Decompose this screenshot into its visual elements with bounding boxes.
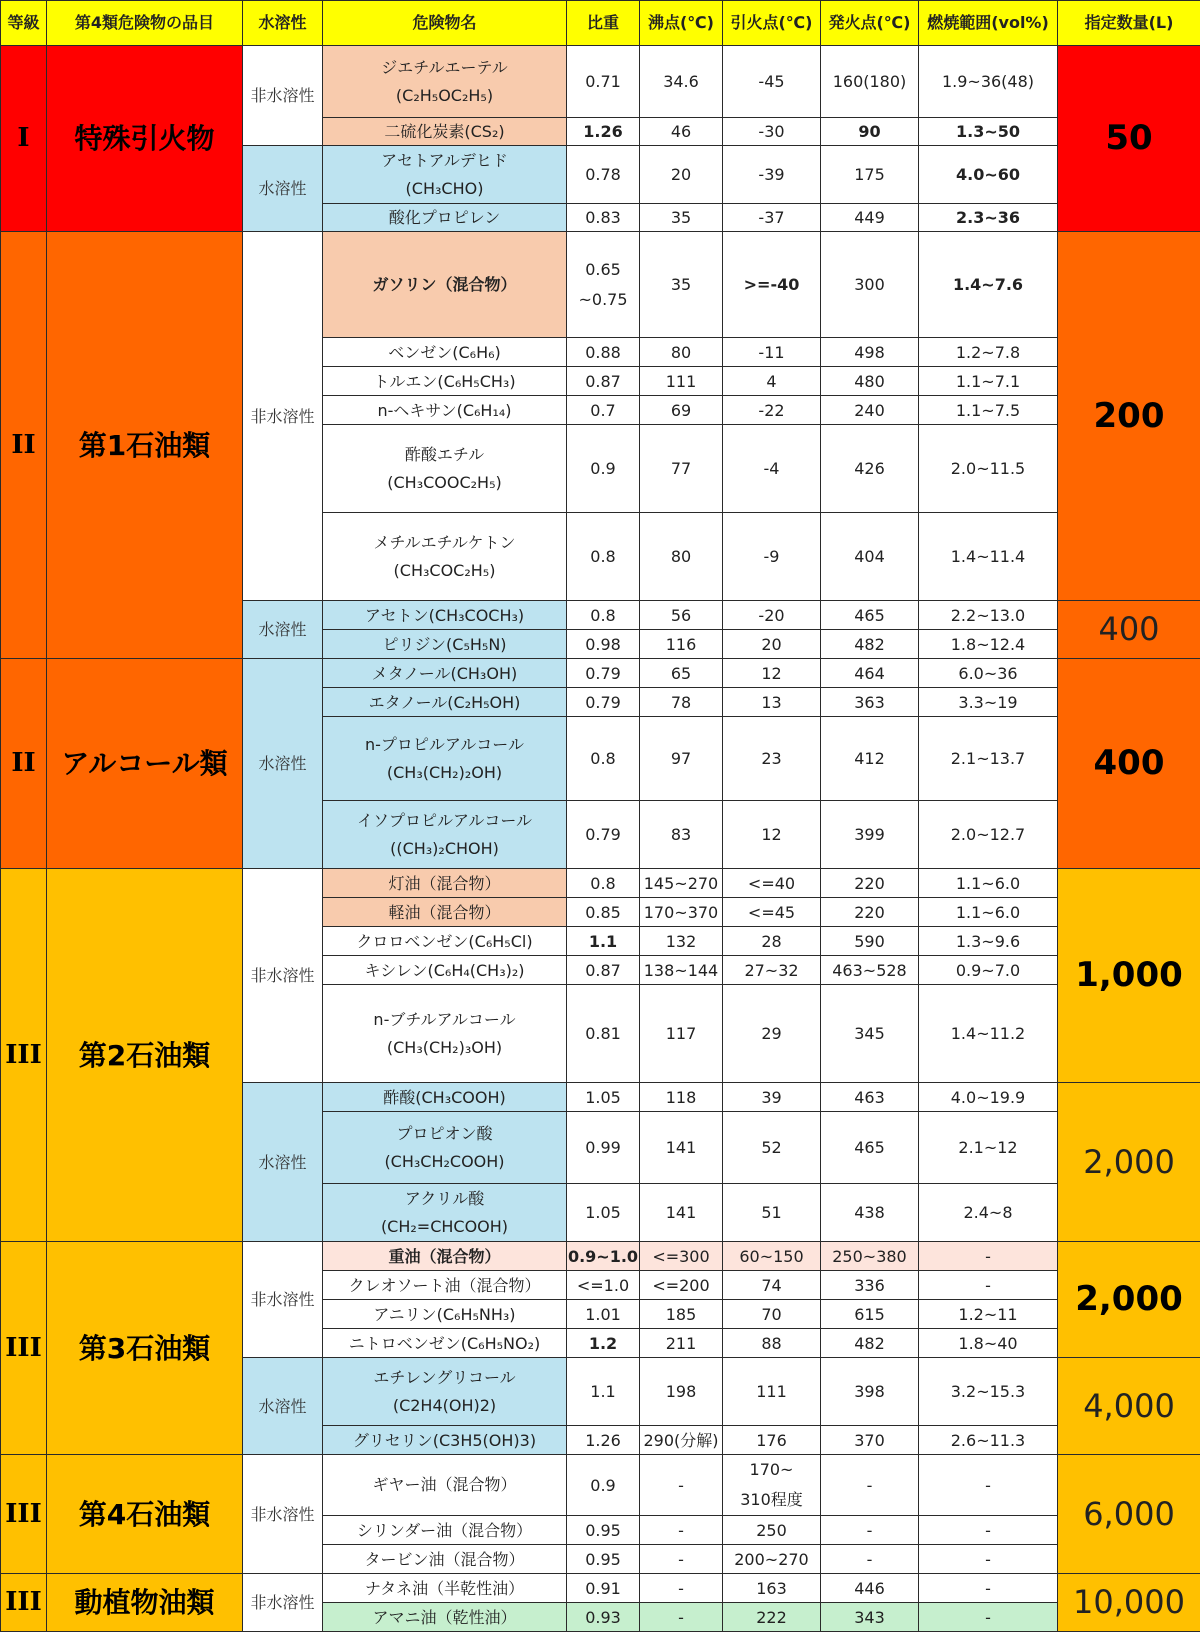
flash-point-value: 163	[723, 1574, 821, 1603]
item-category-cell: 特殊引火物	[47, 46, 243, 232]
header-boiling-point: 沸点(℃)	[640, 1, 723, 46]
substance-name: プロピオン酸 (CH₃CH₂COOH)	[323, 1112, 567, 1184]
designated-quantity: 2,000	[1058, 1242, 1200, 1358]
specific-gravity-value: 0.93	[567, 1603, 640, 1632]
flammable-range-value: 1.2~7.8	[919, 338, 1058, 367]
substance-name: ナタネ油（半乾性油）	[323, 1574, 567, 1603]
header-flash-point: 引火点(℃)	[723, 1, 821, 46]
designated-quantity: 2,000	[1058, 1083, 1200, 1242]
boiling-point-value: 185	[640, 1300, 723, 1329]
flammable-range-value: 1.1~7.5	[919, 396, 1058, 425]
boiling-point-value: 211	[640, 1329, 723, 1358]
substance-name: メタノール(CH₃OH)	[323, 659, 567, 688]
substance-name: タービン油（混合物）	[323, 1545, 567, 1574]
solubility-cell: 水溶性	[243, 1083, 323, 1242]
item-category-cell: 第3石油類	[47, 1242, 243, 1455]
ignition-point-value: 438	[821, 1184, 919, 1242]
ignition-point-value: 343	[821, 1603, 919, 1632]
boiling-point-value: 65	[640, 659, 723, 688]
boiling-point-value: 77	[640, 425, 723, 513]
flash-point-value: <=40	[723, 869, 821, 898]
ignition-point-value: -	[821, 1455, 919, 1516]
specific-gravity-value: 1.1	[567, 927, 640, 956]
specific-gravity-value: 0.98	[567, 630, 640, 659]
flammable-range-value: -	[919, 1242, 1058, 1271]
item-category-cell: アルコール類	[47, 659, 243, 869]
designated-quantity: 400	[1058, 659, 1200, 869]
flash-point-value: 200~270	[723, 1545, 821, 1574]
flash-point-value: 111	[723, 1358, 821, 1426]
flash-point-value: 29	[723, 985, 821, 1083]
flammable-range-value: 0.9~7.0	[919, 956, 1058, 985]
substance-name: エタノール(C₂H₅OH)	[323, 688, 567, 717]
flash-point-value: -30	[723, 118, 821, 146]
boiling-point-value: 97	[640, 717, 723, 801]
flash-point-value: -11	[723, 338, 821, 367]
header-flammable-range: 燃焼範囲(vol%)	[919, 1, 1058, 46]
grade-cell: I	[1, 46, 47, 232]
flammable-range-value: 2.1~13.7	[919, 717, 1058, 801]
flash-point-value: -45	[723, 46, 821, 118]
substance-name: シリンダー油（混合物）	[323, 1516, 567, 1545]
boiling-point-value: 83	[640, 801, 723, 869]
grade-cell: III	[1, 1455, 47, 1574]
specific-gravity-value: 0.85	[567, 898, 640, 927]
ignition-point-value: 175	[821, 146, 919, 204]
boiling-point-value: 46	[640, 118, 723, 146]
substance-name: n-ヘキサン(C₆H₁₄)	[323, 396, 567, 425]
flammable-range-value: 2.1~12	[919, 1112, 1058, 1184]
flammable-range-value: 2.2~13.0	[919, 601, 1058, 630]
solubility-cell: 非水溶性	[243, 1574, 323, 1632]
substance-name: ジエチルエーテル (C₂H₅OC₂H₅)	[323, 46, 567, 118]
specific-gravity-value: 0.78	[567, 146, 640, 204]
boiling-point-value: 35	[640, 232, 723, 338]
item-category-cell: 第4石油類	[47, 1455, 243, 1574]
substance-name: メチルエチルケトン (CH₃COC₂H₅)	[323, 513, 567, 601]
flash-point-value: 222	[723, 1603, 821, 1632]
flammable-range-value: 4.0~19.9	[919, 1083, 1058, 1112]
flash-point-value: 20	[723, 630, 821, 659]
specific-gravity-value: 0.99	[567, 1112, 640, 1184]
boiling-point-value: 117	[640, 985, 723, 1083]
ignition-point-value: 345	[821, 985, 919, 1083]
substance-name: クロロベンゼン(C₆H₅Cl)	[323, 927, 567, 956]
table-row	[1, 659, 1200, 688]
flash-point-value: <=45	[723, 898, 821, 927]
flash-point-value: 13	[723, 688, 821, 717]
specific-gravity-value: 1.05	[567, 1083, 640, 1112]
boiling-point-value: -	[640, 1516, 723, 1545]
ignition-point-value: 463~528	[821, 956, 919, 985]
flammable-range-value: -	[919, 1455, 1058, 1516]
ignition-point-value: 426	[821, 425, 919, 513]
flash-point-value: 4	[723, 367, 821, 396]
ignition-point-value: 363	[821, 688, 919, 717]
specific-gravity-value: 1.01	[567, 1300, 640, 1329]
item-category-cell: 第2石油類	[47, 869, 243, 1242]
flammable-range-value: 1.1~6.0	[919, 898, 1058, 927]
boiling-point-value: 145~270	[640, 869, 723, 898]
flammable-range-value: -	[919, 1516, 1058, 1545]
specific-gravity-value: 0.8	[567, 869, 640, 898]
specific-gravity-value: 1.26	[567, 118, 640, 146]
substance-name: n-プロピルアルコール (CH₃(CH₂)₂OH)	[323, 717, 567, 801]
ignition-point-value: 240	[821, 396, 919, 425]
boiling-point-value: -	[640, 1545, 723, 1574]
header-solubility: 水溶性	[243, 1, 323, 46]
solubility-cell: 水溶性	[243, 146, 323, 232]
designated-quantity: 6,000	[1058, 1455, 1200, 1574]
ignition-point-value: 463	[821, 1083, 919, 1112]
flash-point-value: 176	[723, 1426, 821, 1455]
table-row	[1, 1242, 1200, 1271]
ignition-point-value: -	[821, 1545, 919, 1574]
flash-point-value: 27~32	[723, 956, 821, 985]
header-specific-gravity: 比重	[567, 1, 640, 46]
ignition-point-value: 482	[821, 1329, 919, 1358]
specific-gravity-value: 0.87	[567, 956, 640, 985]
flash-point-value: 28	[723, 927, 821, 956]
table-row	[1, 46, 1200, 118]
flash-point-value: -9	[723, 513, 821, 601]
substance-name: イソプロピルアルコール ((CH₃)₂CHOH)	[323, 801, 567, 869]
substance-name: ベンゼン(C₆H₆)	[323, 338, 567, 367]
substance-name: 酢酸エチル (CH₃COOC₂H₅)	[323, 425, 567, 513]
flash-point-value: 39	[723, 1083, 821, 1112]
substance-name: グリセリン(C3H5(OH)3)	[323, 1426, 567, 1455]
specific-gravity-value: <=1.0	[567, 1271, 640, 1300]
substance-name: アマニ油（乾性油）	[323, 1603, 567, 1632]
ignition-point-value: 220	[821, 898, 919, 927]
specific-gravity-value: 0.79	[567, 688, 640, 717]
grade-cell: II	[1, 659, 47, 869]
solubility-cell: 水溶性	[243, 659, 323, 869]
specific-gravity-value: 0.7	[567, 396, 640, 425]
boiling-point-value: 35	[640, 204, 723, 232]
solubility-cell: 水溶性	[243, 601, 323, 659]
flash-point-value: -37	[723, 204, 821, 232]
specific-gravity-value: 0.83	[567, 204, 640, 232]
table-row	[1, 869, 1200, 898]
designated-quantity: 1,000	[1058, 869, 1200, 1083]
flash-point-value: -4	[723, 425, 821, 513]
ignition-point-value: 398	[821, 1358, 919, 1426]
designated-quantity: 50	[1058, 46, 1200, 232]
flash-point-value: >=-40	[723, 232, 821, 338]
substance-name: エチレングリコール (C2H4(OH)2)	[323, 1358, 567, 1426]
flammable-range-value: 4.0~60	[919, 146, 1058, 204]
boiling-point-value: 78	[640, 688, 723, 717]
substance-name: ガソリン（混合物）	[323, 232, 567, 338]
ignition-point-value: 465	[821, 601, 919, 630]
substance-name: ニトロベンゼン(C₆H₅NO₂)	[323, 1329, 567, 1358]
ignition-point-value: 160(180)	[821, 46, 919, 118]
flammable-range-value: 1.8~40	[919, 1329, 1058, 1358]
flash-point-value: 52	[723, 1112, 821, 1184]
substance-name: ギヤー油（混合物）	[323, 1455, 567, 1516]
boiling-point-value: -	[640, 1455, 723, 1516]
specific-gravity-value: 0.81	[567, 985, 640, 1083]
flammable-range-value: 1.3~50	[919, 118, 1058, 146]
flash-point-value: 12	[723, 801, 821, 869]
flash-point-value: 70	[723, 1300, 821, 1329]
flammable-range-value: 2.3~36	[919, 204, 1058, 232]
ignition-point-value: 220	[821, 869, 919, 898]
specific-gravity-value: 0.88	[567, 338, 640, 367]
flash-point-value: 60~150	[723, 1242, 821, 1271]
flammable-range-value: 1.4~11.4	[919, 513, 1058, 601]
boiling-point-value: 80	[640, 513, 723, 601]
table-row	[1, 1574, 1200, 1603]
boiling-point-value: 56	[640, 601, 723, 630]
ignition-point-value: -	[821, 1516, 919, 1545]
boiling-point-value: 111	[640, 367, 723, 396]
solubility-cell: 非水溶性	[243, 869, 323, 1083]
designated-quantity: 200	[1058, 232, 1200, 601]
boiling-point-value: 132	[640, 927, 723, 956]
flammable-range-value: 2.0~12.7	[919, 801, 1058, 869]
flash-point-value: 88	[723, 1329, 821, 1358]
ignition-point-value: 250~380	[821, 1242, 919, 1271]
boiling-point-value: 141	[640, 1184, 723, 1242]
specific-gravity-value: 0.79	[567, 659, 640, 688]
grade-cell: II	[1, 232, 47, 659]
header-ignition-point: 発火点(℃)	[821, 1, 919, 46]
specific-gravity-value: 0.71	[567, 46, 640, 118]
flash-point-value: 12	[723, 659, 821, 688]
header-item: 第4類危険物の品目	[47, 1, 243, 46]
substance-name: アセトアルデヒド (CH₃CHO)	[323, 146, 567, 204]
ignition-point-value: 370	[821, 1426, 919, 1455]
flash-point-value: -22	[723, 396, 821, 425]
table-row	[1, 232, 1200, 338]
substance-name: クレオソート油（混合物）	[323, 1271, 567, 1300]
boiling-point-value: 290(分解)	[640, 1426, 723, 1455]
boiling-point-value: 141	[640, 1112, 723, 1184]
item-category-cell: 第1石油類	[47, 232, 243, 659]
substance-name: 酸化プロピレン	[323, 204, 567, 232]
solubility-cell: 非水溶性	[243, 46, 323, 146]
header-designated-quantity: 指定数量(L)	[1058, 1, 1200, 46]
boiling-point-value: 34.6	[640, 46, 723, 118]
ignition-point-value: 300	[821, 232, 919, 338]
substance-name: 灯油（混合物）	[323, 869, 567, 898]
specific-gravity-value: 0.9~1.0	[567, 1242, 640, 1271]
ignition-point-value: 90	[821, 118, 919, 146]
specific-gravity-value: 0.9	[567, 425, 640, 513]
boiling-point-value: -	[640, 1603, 723, 1632]
designated-quantity: 10,000	[1058, 1574, 1200, 1632]
solubility-cell: 非水溶性	[243, 1242, 323, 1358]
specific-gravity-value: 0.8	[567, 513, 640, 601]
substance-name: 軽油（混合物）	[323, 898, 567, 927]
specific-gravity-value: 0.9	[567, 1455, 640, 1516]
boiling-point-value: 118	[640, 1083, 723, 1112]
specific-gravity-value: 1.05	[567, 1184, 640, 1242]
flammable-range-value: 2.4~8	[919, 1184, 1058, 1242]
flash-point-value: 23	[723, 717, 821, 801]
specific-gravity-value: 0.8	[567, 717, 640, 801]
flammable-range-value: 1.4~11.2	[919, 985, 1058, 1083]
solubility-cell: 水溶性	[243, 1358, 323, 1455]
flammable-range-value: 1.1~7.1	[919, 367, 1058, 396]
specific-gravity-value: 0.91	[567, 1574, 640, 1603]
substance-name: 酢酸(CH₃COOH)	[323, 1083, 567, 1112]
flammable-range-value: 1.4~7.6	[919, 232, 1058, 338]
boiling-point-value: 198	[640, 1358, 723, 1426]
specific-gravity-value: 0.87	[567, 367, 640, 396]
designated-quantity: 400	[1058, 601, 1200, 659]
substance-name: アセトン(CH₃COCH₃)	[323, 601, 567, 630]
ignition-point-value: 615	[821, 1300, 919, 1329]
substance-name: n-ブチルアルコール (CH₃(CH₂)₃OH)	[323, 985, 567, 1083]
header-row	[1, 1, 1200, 46]
grade-cell: III	[1, 869, 47, 1242]
flammable-range-value: 1.1~6.0	[919, 869, 1058, 898]
substance-name: ピリジン(C₅H₅N)	[323, 630, 567, 659]
ignition-point-value: 498	[821, 338, 919, 367]
specific-gravity-value: 0.65 ~0.75	[567, 232, 640, 338]
specific-gravity-value: 0.79	[567, 801, 640, 869]
grade-cell: III	[1, 1242, 47, 1455]
ignition-point-value: 336	[821, 1271, 919, 1300]
ignition-point-value: 446	[821, 1574, 919, 1603]
header-grade: 等級	[1, 1, 47, 46]
flammable-range-value: 1.9~36(48)	[919, 46, 1058, 118]
specific-gravity-value: 0.95	[567, 1545, 640, 1574]
substance-name: 重油（混合物）	[323, 1242, 567, 1271]
ignition-point-value: 590	[821, 927, 919, 956]
table-row	[1, 1455, 1200, 1516]
specific-gravity-value: 1.1	[567, 1358, 640, 1426]
flammable-range-value: 1.8~12.4	[919, 630, 1058, 659]
flammable-range-value: -	[919, 1545, 1058, 1574]
flash-point-value: -20	[723, 601, 821, 630]
ignition-point-value: 449	[821, 204, 919, 232]
header-name: 危険物名	[323, 1, 567, 46]
ignition-point-value: 482	[821, 630, 919, 659]
boiling-point-value: <=300	[640, 1242, 723, 1271]
specific-gravity-value: 0.95	[567, 1516, 640, 1545]
flammable-range-value: 3.2~15.3	[919, 1358, 1058, 1426]
substance-name: 二硫化炭素(CS₂)	[323, 118, 567, 146]
substance-name: アニリン(C₆H₅NH₃)	[323, 1300, 567, 1329]
specific-gravity-value: 1.2	[567, 1329, 640, 1358]
boiling-point-value: <=200	[640, 1271, 723, 1300]
ignition-point-value: 399	[821, 801, 919, 869]
flammable-range-value: 2.0~11.5	[919, 425, 1058, 513]
flammable-range-value: 1.3~9.6	[919, 927, 1058, 956]
designated-quantity: 4,000	[1058, 1358, 1200, 1455]
ignition-point-value: 464	[821, 659, 919, 688]
boiling-point-value: 138~144	[640, 956, 723, 985]
flammable-range-value: -	[919, 1603, 1058, 1632]
flammable-range-value: 2.6~11.3	[919, 1426, 1058, 1455]
specific-gravity-value: 1.26	[567, 1426, 640, 1455]
flash-point-value: 74	[723, 1271, 821, 1300]
boiling-point-value: 116	[640, 630, 723, 659]
boiling-point-value: 170~370	[640, 898, 723, 927]
grade-cell: III	[1, 1574, 47, 1632]
flash-point-value: 51	[723, 1184, 821, 1242]
substance-name: キシレン(C₆H₄(CH₃)₂)	[323, 956, 567, 985]
solubility-cell: 非水溶性	[243, 232, 323, 601]
flammable-range-value: 6.0~36	[919, 659, 1058, 688]
boiling-point-value: 20	[640, 146, 723, 204]
ignition-point-value: 480	[821, 367, 919, 396]
solubility-cell: 非水溶性	[243, 1455, 323, 1574]
flash-point-value: 250	[723, 1516, 821, 1545]
flash-point-value: 170~ 310程度	[723, 1455, 821, 1516]
ignition-point-value: 404	[821, 513, 919, 601]
boiling-point-value: 80	[640, 338, 723, 367]
flammable-range-value: 3.3~19	[919, 688, 1058, 717]
ignition-point-value: 465	[821, 1112, 919, 1184]
flammable-range-value: -	[919, 1271, 1058, 1300]
substance-name: アクリル酸 (CH₂=CHCOOH)	[323, 1184, 567, 1242]
flash-point-value: -39	[723, 146, 821, 204]
flammable-range-value: 1.2~11	[919, 1300, 1058, 1329]
boiling-point-value: 69	[640, 396, 723, 425]
item-category-cell: 動植物油類	[47, 1574, 243, 1632]
flammable-range-value: -	[919, 1574, 1058, 1603]
boiling-point-value: -	[640, 1574, 723, 1603]
substance-name: トルエン(C₆H₅CH₃)	[323, 367, 567, 396]
ignition-point-value: 412	[821, 717, 919, 801]
specific-gravity-value: 0.8	[567, 601, 640, 630]
